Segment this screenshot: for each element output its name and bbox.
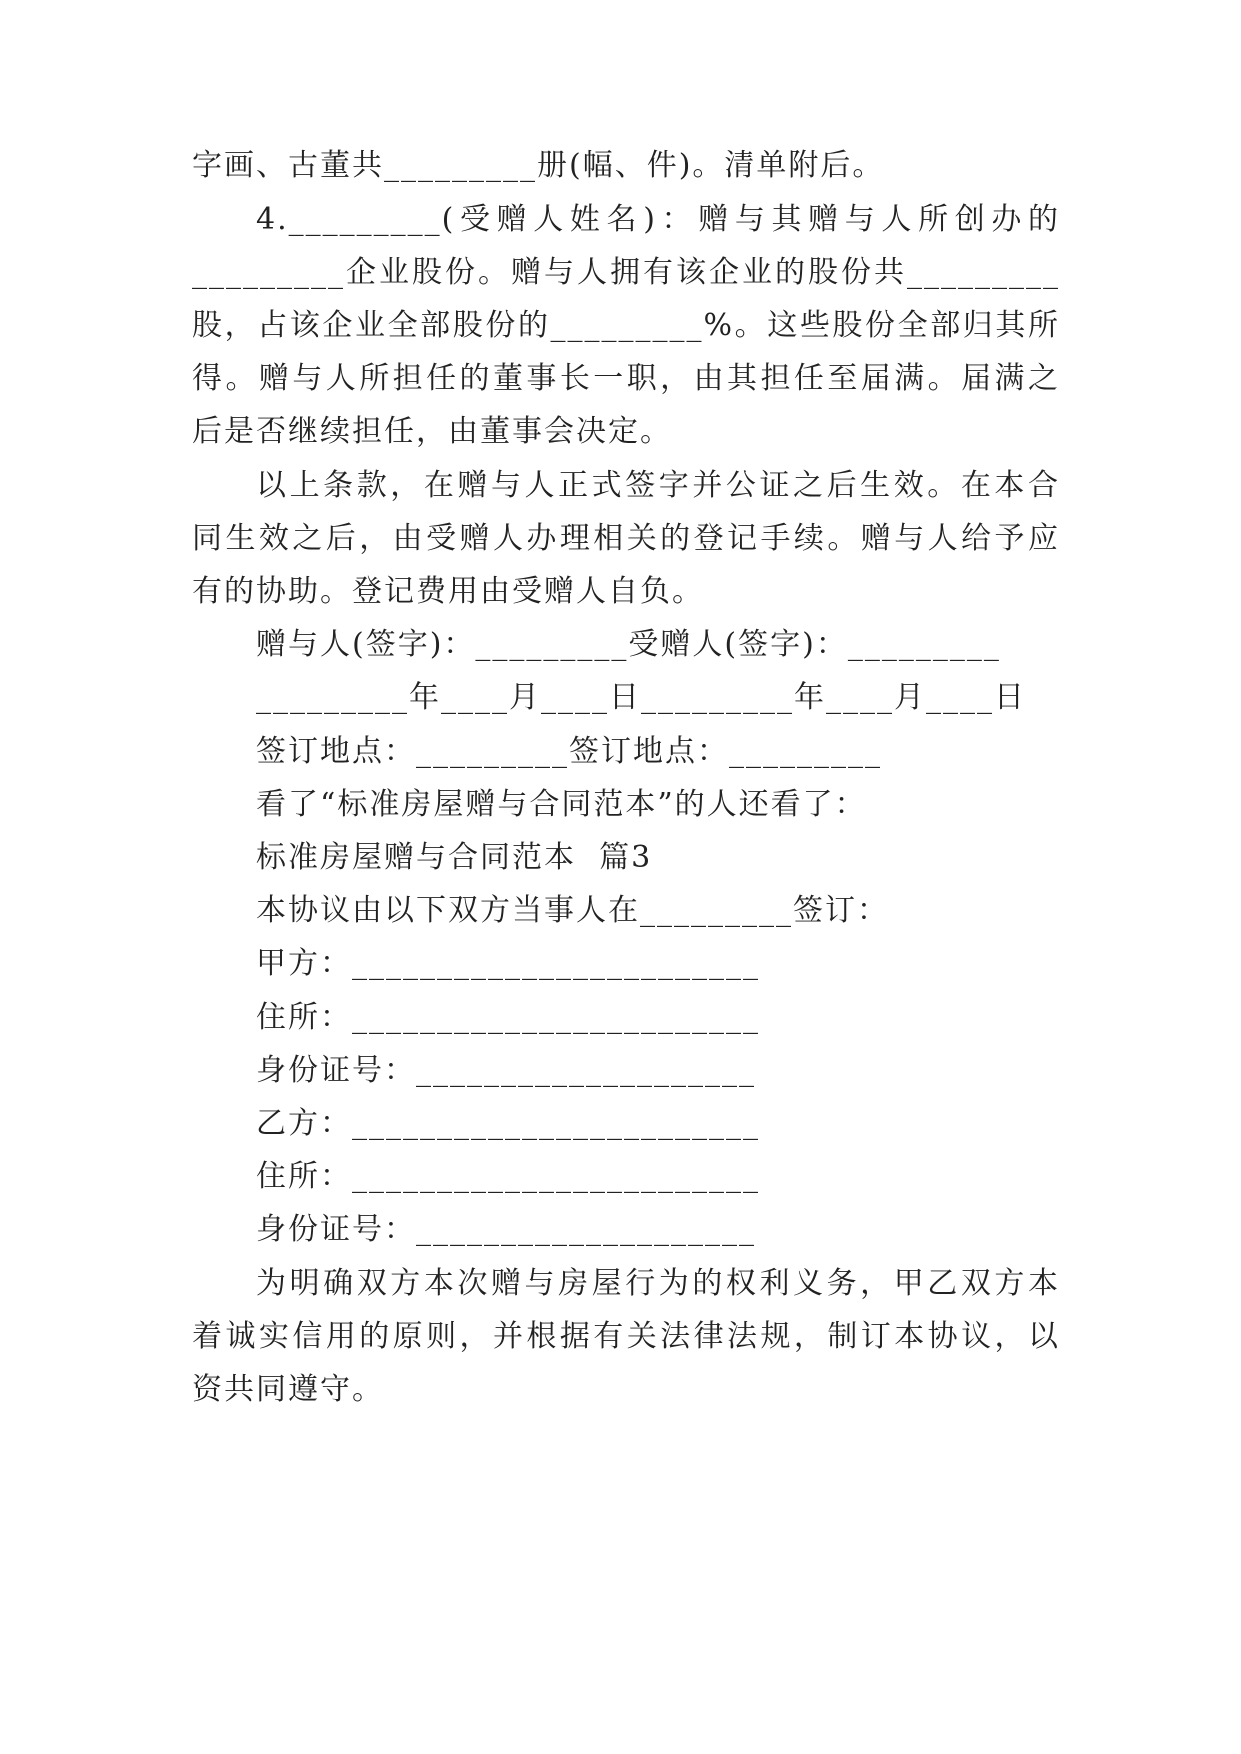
text-line: 看了“标准房屋赠与合同范本”的人还看了：	[256, 787, 867, 822]
party-b-address-field: 住所：________________________	[256, 1159, 760, 1194]
text-line: 着诚实信用的原则，并根据有关法律法规，制订本协议，以	[192, 1319, 1060, 1354]
text-line: 以上条款，在赠与人正式签字并公证之后生效。在本合	[256, 468, 1060, 503]
text-line: 后是否继续担任，由董事会决定。	[192, 414, 672, 449]
date-line: _________年____月____日_________年____月____日	[256, 680, 1026, 715]
party-a-field: 甲方：________________________	[256, 946, 760, 981]
text-line: 字画、古董共_________册(幅、件)。清单附后。	[192, 148, 885, 183]
text-line: 得。赠与人所担任的董事长一职，由其担任至届满。届满之	[192, 361, 1060, 396]
text-line: 股，占该企业全部股份的_________%。这些股份全部归其所	[192, 308, 1060, 343]
text-line: 资共同遵守。	[192, 1372, 384, 1407]
party-b-id-field: 身份证号：____________________	[256, 1212, 756, 1247]
text-line: 同生效之后，由受赠人办理相关的登记手续。赠与人给予应	[192, 521, 1060, 556]
party-a-id-field: 身份证号：____________________	[256, 1053, 756, 1088]
text-line: 4._________(受赠人姓名)：赠与其赠与人所创办的	[256, 202, 1060, 237]
party-b-field: 乙方：________________________	[256, 1106, 760, 1141]
text-line: _________企业股份。赠与人拥有该企业的股份共_________	[192, 255, 1060, 290]
signing-place-line: 签订地点：_________签订地点：_________	[256, 734, 882, 769]
text-line: 有的协助。登记费用由受赠人自负。	[192, 574, 704, 609]
section-title: 标准房屋赠与合同范本 篇3	[256, 840, 653, 875]
signature-line: 赠与人(签字)：_________受赠人(签字)：_________	[256, 627, 1001, 662]
text-line: 本协议由以下双方当事人在_________签订：	[256, 893, 889, 928]
document-page	[192, 0, 1060, 1754]
text-line: 为明确双方本次赠与房屋行为的权利义务，甲乙双方本	[256, 1266, 1060, 1301]
party-a-address-field: 住所：________________________	[256, 1000, 760, 1035]
